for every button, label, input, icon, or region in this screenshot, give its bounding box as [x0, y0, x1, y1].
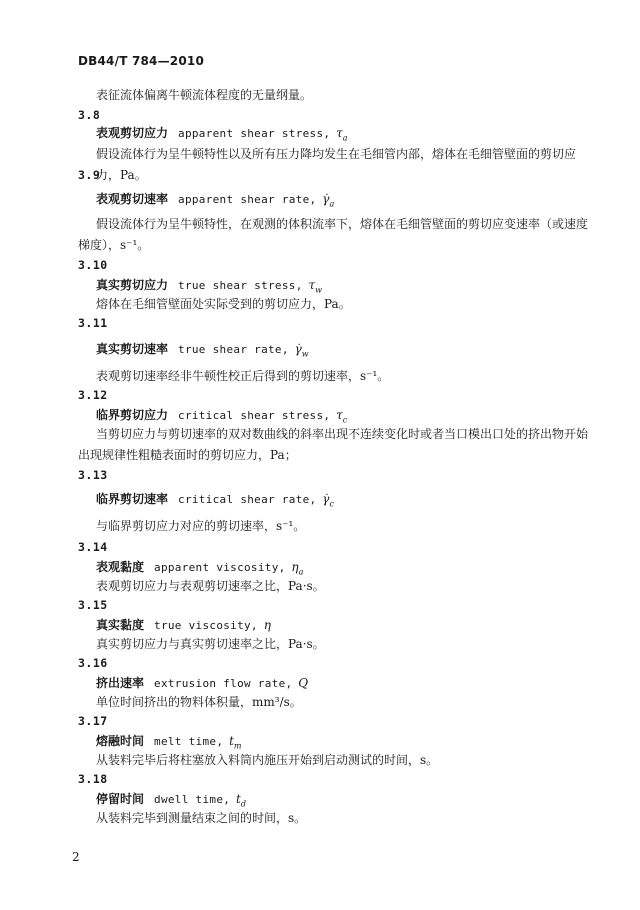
term-heading [96, 406, 347, 424]
entry-number: 3.17 [78, 714, 108, 728]
term-symbol: $t_d$ [236, 792, 246, 809]
term-symbol: $\gammȧ_w$ [294, 342, 309, 359]
term-symbol: $\eta_a$ [291, 560, 304, 577]
entry-number: 3.14 [78, 540, 108, 554]
term-english: apparent shear stress, [178, 127, 331, 140]
term-english: true shear rate, [178, 343, 289, 356]
entry-number: 3.9 [78, 168, 101, 182]
intro-paragraph: 表征流体偏离牛顿流体程度的无量纲量。 [96, 88, 313, 102]
term-chinese: 真实剪切速率 [96, 342, 169, 356]
term-definition: 真实剪切应力与真实剪切速率之比，Pa·s。 [96, 637, 325, 651]
term-heading [96, 732, 242, 750]
term-heading [96, 674, 308, 692]
term-symbol: $\gammȧ_a$ [322, 192, 335, 209]
term-english: melt time, [154, 735, 224, 748]
term-symbol: $\gammȧ_c$ [322, 492, 334, 509]
term-heading [96, 276, 322, 294]
term-symbol: $\tau_w$ [308, 278, 322, 295]
term-definition: 从装料完毕后将柱塞放入料筒内施压开始到启动测试的时间，s。 [96, 753, 439, 767]
term-chinese: 停留时间 [96, 792, 145, 806]
term-heading [96, 124, 348, 142]
term-heading [96, 340, 309, 358]
page-number: 2 [72, 850, 80, 864]
term-definition: 表观剪切应力与表观剪切速率之比，Pa·s。 [96, 579, 325, 593]
term-definition: 与临界剪切应力对应的剪切速率，s⁻¹。 [96, 519, 306, 533]
entry-number: 3.12 [78, 388, 108, 402]
entry-number: 3.11 [78, 316, 108, 330]
term-symbol: $\tau_a$ [336, 126, 348, 143]
term-definition: 单位时间挤出的物料体积量，mm³/s。 [96, 695, 302, 709]
term-heading [96, 490, 334, 508]
entry-number: 3.10 [78, 258, 108, 272]
entry-number: 3.16 [78, 656, 108, 670]
term-heading [96, 616, 271, 634]
entry-number: 3.8 [78, 108, 101, 122]
term-symbol: Q [298, 676, 309, 690]
term-english: critical shear rate, [178, 493, 317, 506]
term-definition: 表观剪切速率经非牛顿性校正后得到的剪切速率，s⁻¹。 [96, 369, 390, 383]
term-chinese: 真实黏度 [96, 618, 145, 632]
term-symbol: $t_m$ [229, 734, 242, 751]
term-definition: 假设流体行为呈牛顿特性，在观测的体积流率下，熔体在毛细管壁面的剪切应变速率（或速度梯度），s⁻¹。 [78, 217, 589, 252]
term-english: critical shear stress, [178, 409, 331, 422]
term-heading [96, 558, 303, 576]
term-chinese: 表观黏度 [96, 560, 145, 574]
term-chinese: 临界剪切速率 [96, 492, 169, 506]
entry-number: 3.13 [78, 468, 108, 482]
term-english: true shear stress, [178, 279, 303, 292]
term-english: dwell time, [154, 793, 231, 806]
term-definition: 假设流体行为呈牛顿特性以及所有压力降均发生在毛细管内部，熔体在毛细管壁面的剪切应力，Pa。 [96, 147, 577, 182]
term-chinese: 表观剪切应力 [96, 126, 169, 140]
term-english: apparent shear rate, [178, 193, 317, 206]
term-symbol: $\tau_c$ [336, 408, 348, 425]
term-heading [96, 190, 334, 208]
term-chinese: 临界剪切应力 [96, 408, 169, 422]
term-definition: 从装料完毕到测量结束之间的时间，s。 [96, 811, 307, 825]
term-definition: 熔体在毛细管壁面处实际受到的剪切应力，Pa。 [96, 297, 351, 311]
term-chinese: 熔融时间 [96, 734, 145, 748]
term-chinese: 表观剪切速率 [96, 192, 169, 206]
term-symbol: η [263, 618, 271, 632]
term-chinese: 挤出速率 [96, 676, 145, 690]
document-id: DB44/T 784—2010 [78, 54, 204, 68]
term-chinese: 真实剪切应力 [96, 278, 169, 292]
term-english: apparent viscosity, [154, 561, 286, 574]
term-english: extrusion flow rate, [154, 677, 293, 690]
term-english: true viscosity, [154, 619, 258, 632]
entry-number: 3.15 [78, 598, 108, 612]
term-definition: 当剪切应力与剪切速率的双对数曲线的斜率出现不连续变化时或者当口模出口处的挤出物开始出现规律性粗糙表面时的剪切应力，Pa； [78, 427, 589, 462]
term-heading [96, 790, 246, 808]
entry-number: 3.18 [78, 772, 108, 786]
